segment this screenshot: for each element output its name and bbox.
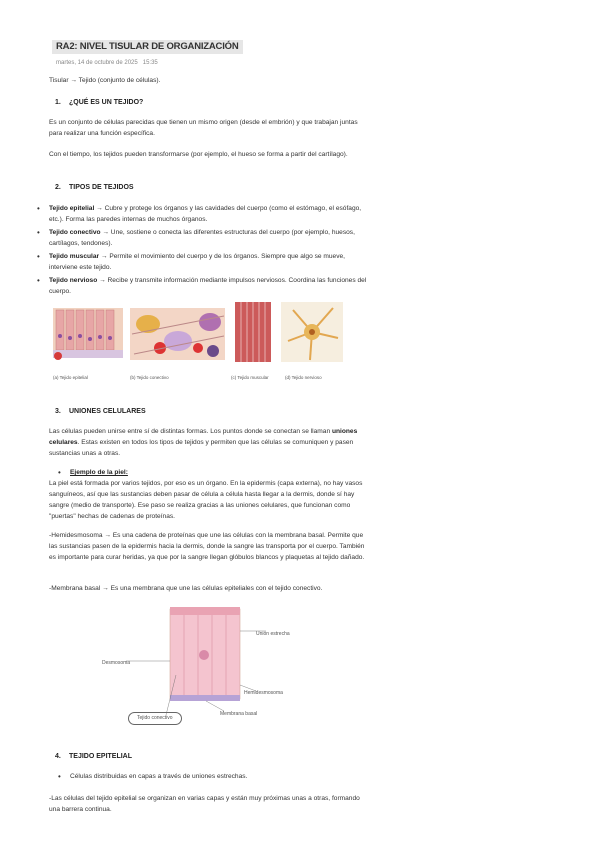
- section-3-paragraph-2: La piel está formada por varios tejidos, por eso es un órgano. En la epidermis (capa externa), no hay vasos sanguíneos, así que las sustancias deben pasar de célula a célula hasta llegar a la dermis, donde sí hay sangre (medio de transporte). Ese paso se realiza gracias a las uniones celulares, que funcionan como "puertas" hechas de cadenas de proteínas.: [49, 480, 363, 520]
- section-3-number: 3.: [55, 408, 61, 415]
- section-1-paragraph-1: Es un conjunto de células parecidas que tienen un mismo origen (desde el embrión) y que trabajan juntas para realizar una función específica.: [49, 119, 358, 137]
- section-1-title: ¿QUÉ ES UN TEJIDO?: [69, 99, 144, 106]
- time-text: 15:35: [142, 60, 158, 66]
- connective-tissue-illustration: [130, 308, 225, 360]
- section-2-heading: [55, 182, 134, 193]
- bullet-icon: •: [37, 228, 40, 237]
- nervous-tissue-illustration: [281, 302, 343, 362]
- p1-text-c: . Estas existen en todos los tipos de tejidos y permiten que las células se comuniquen y pasen sustancias unas a otras.: [49, 439, 354, 457]
- skin-example-bullet: [58, 467, 358, 478]
- bullet-icon: •: [37, 252, 40, 261]
- section-4-number: 4.: [55, 753, 61, 760]
- p1-bold: uniones celulares: [49, 428, 358, 446]
- section-3-paragraph-1: [49, 426, 369, 459]
- tissue-list-item: [37, 203, 367, 225]
- label-desmosome: Desmosoma: [102, 660, 131, 666]
- cell-junctions-diagram: [106, 605, 296, 725]
- section-4-title: TEJIDO EPITELIAL: [69, 753, 133, 760]
- section-4-bullet: [58, 771, 358, 782]
- page-title: RA2: NIVEL TISULAR DE ORGANIZACIÓN: [52, 40, 243, 54]
- label-hemidesmosome: Hemidesmosoma: [244, 690, 283, 696]
- bullet-icon: •: [37, 204, 40, 213]
- label-basal-membrane: Membrana basal: [220, 711, 258, 717]
- section-4-bullet-text: Células distribuidas en capas a través de uniones estrechas.: [70, 773, 248, 780]
- tissue-types-image: [48, 296, 348, 381]
- item-text: → Permite el movimiento del cuerpo y de los órganos. Siempre que algo se mueve, interviene este tejido.: [49, 253, 346, 271]
- item-text: → Recibe y transmite información mediante impulsos nerviosos. Coordina las funciones del cuerpo.: [49, 277, 367, 295]
- label-tight-junction: Unión estrecha: [256, 631, 290, 637]
- section-3-title: UNIONES CELULARES: [69, 408, 146, 415]
- p1-text-a: Las células pueden unirse entre sí de distintas formas. Los puntos donde se conectan se llaman: [49, 428, 332, 435]
- item-bold: Tejido epitelial: [49, 205, 95, 212]
- caption-muscle: (c) Tejido muscular: [231, 375, 269, 380]
- section-3-heading: [55, 406, 146, 417]
- tissue-list-item: [37, 251, 367, 273]
- page-date: [56, 58, 158, 69]
- section-2-number: 2.: [55, 184, 61, 191]
- section-1-number: 1.: [55, 99, 61, 106]
- tissue-list-item: [37, 275, 367, 297]
- tissue-list-item: [37, 227, 367, 249]
- item-text: → Cubre y protege los órganos y las cavidades del cuerpo (como el estómago, el esófago, etc.). Forma las paredes internas de muchos órganos.: [49, 205, 362, 223]
- date-text: martes, 14 de octubre de 2025: [56, 60, 138, 66]
- bullet-icon: •: [58, 772, 61, 781]
- item-bold: Tejido conectivo: [49, 229, 101, 236]
- caption-nervous: (d) Tejido nervioso: [285, 375, 322, 380]
- section-4-heading: [55, 751, 132, 762]
- intro-text: Tisular → Tejido (conjunto de células).: [49, 77, 161, 84]
- section-4-paragraph-1: -Las células del tejido epitelial se organizan en varias capas y están muy próximas unas a otras, formando una barrera continua.: [49, 795, 360, 813]
- item-bold: Tejido nervioso: [49, 277, 98, 284]
- section-2-title: TIPOS DE TEJIDOS: [69, 184, 134, 191]
- epithelial-tissue-illustration: [53, 308, 123, 360]
- skin-example-label: Ejemplo de la piel:: [70, 469, 128, 476]
- section-1-heading: [55, 97, 143, 108]
- bullet-icon: •: [37, 276, 40, 285]
- label-connective-tissue: Tejido conectivo: [128, 712, 182, 725]
- section-3-paragraph-4: -Membrana basal → Es una membrana que une las células epiteliales con el tejido conectivo.: [49, 585, 323, 592]
- item-text: → Une, sostiene o conecta las diferentes estructuras del cuerpo (por ejemplo, huesos, cartílagos, tendones).: [49, 229, 355, 247]
- caption-epithelial: (a) Tejido epitelial: [53, 375, 88, 380]
- item-bold: Tejido muscular: [49, 253, 100, 260]
- section-3-paragraph-3: -Hemidesmosoma → Es una cadena de proteínas que une las células con la membrana basal. Permite que las sustancias pasen de la epidermis hacia la dermis, donde la sangre las transporta por el cuerpo. También es importante para curar heridas, ya que por la sangre llegan glóbulos blancos y plaquetas al tejido dañado.: [49, 532, 365, 561]
- section-1-paragraph-2: Con el tiempo, los tejidos pueden transformarse (por ejemplo, el hueso se forma a partir del cartílago).: [49, 151, 348, 158]
- muscle-tissue-illustration: [235, 302, 271, 362]
- caption-connective: (b) Tejido conectivo: [130, 375, 169, 380]
- bullet-icon: •: [58, 468, 61, 477]
